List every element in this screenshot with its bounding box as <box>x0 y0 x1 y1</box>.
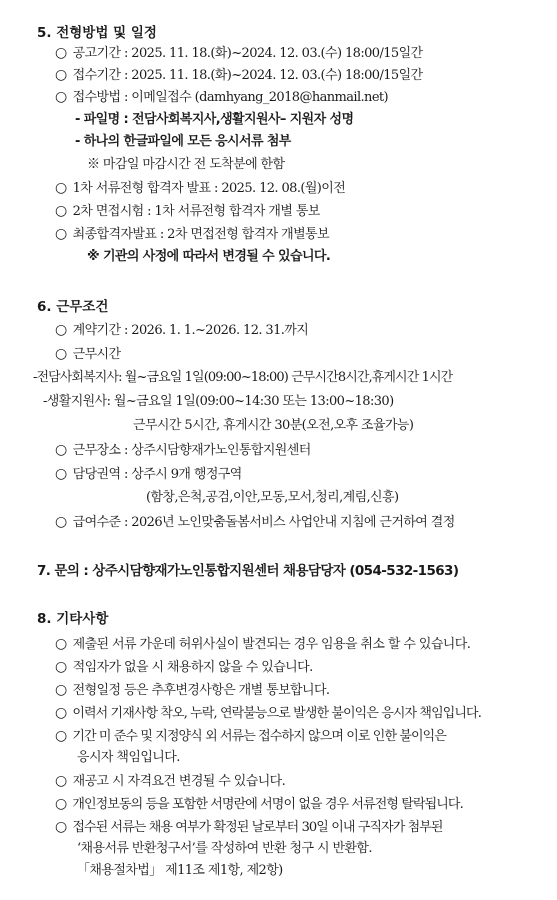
bullet-circle: ○ <box>55 89 67 105</box>
section-8-title: 8. 기타사항 <box>37 611 109 627</box>
contract-period: ○ 계약기간 : 2026. 1. 1.~2026. 12. 31.까지 <box>55 322 309 338</box>
final-result: ○ 최종합격자발표 : 2차 면접전형 합격자 개별통보 <box>55 226 329 242</box>
bullet-circle: ○ <box>55 796 67 812</box>
bullet-circle: ○ <box>55 67 67 83</box>
other-item-1: ○ 제출된 서류 가운데 허위사실이 발견되는 경우 임용을 취소 할 수 있습니다. <box>55 636 471 652</box>
bullet-circle: ○ <box>55 203 67 219</box>
other-item-4: ○ 이력서 기재사항 착오, 누락, 연락불능으로 발생한 불이익은 응시자 책임입니다. <box>55 705 481 721</box>
work-hours: ○ 근무시간 <box>55 346 121 362</box>
life-support-hours: -생활지원사: 월~금요일 1일(09:00~14:30 또는 13:00~18:30) <box>43 394 394 409</box>
deadline-note: ※ 마감일 마감시간 전 도착분에 한함 <box>87 157 285 172</box>
other-item-7: ○ 개인정보동의 등을 포함한 서명란에 서명이 없을 경우 서류전형 탈락됩니다. <box>55 796 463 812</box>
first-result: ○ 1차 서류전형 합격자 발표 : 2025. 12. 08.(월)이전 <box>55 180 346 196</box>
other-item-8-law: 「채용절차법」 제11조 제1항, 제2항) <box>77 863 283 878</box>
bullet-circle: ○ <box>55 819 67 835</box>
bullet-circle: ○ <box>55 636 67 652</box>
change-note: ※ 기관의 사정에 따라서 변경될 수 있습니다. <box>87 249 331 264</box>
bullet-circle: ○ <box>55 682 67 698</box>
social-worker-hours: -전담사회복지사: 월~금요일 1일(09:00~18:00) 근무시간8시간,휴게시간 1시간 <box>33 370 453 385</box>
bullet-circle: ○ <box>55 728 67 744</box>
bullet-circle: ○ <box>55 442 67 458</box>
other-item-8: ○ 접수된 서류는 채용 여부가 확정된 날로부터 30일 이내 구직자가 첨부된 <box>55 819 443 835</box>
section-6-title: 6. 근무조건 <box>37 299 109 315</box>
other-item-2: ○ 적임자가 없을 시 채용하지 않을 수 있습니다. <box>55 659 313 675</box>
bullet-circle: ○ <box>55 773 67 789</box>
file-name-rule: - 파일명 : 전담사회복지사,생활지원사– 지원자 성명 <box>75 112 354 127</box>
coverage-area-detail: (함창,은척,공검,이안,모동,모서,청리,계림,신흥) <box>146 490 399 505</box>
bullet-circle: ○ <box>55 659 67 675</box>
bullet-circle: ○ <box>55 45 67 61</box>
salary-level: ○ 급여수준 : 2026년 노인맞춤돌봄서비스 사업안내 지침에 근거하여 결정 <box>55 514 455 530</box>
interview: ○ 2차 면접시험 : 1차 서류전형 합격자 개별 통보 <box>55 203 320 219</box>
other-item-3: ○ 전형일정 등은 추후변경사항은 개별 통보합니다. <box>55 682 330 698</box>
single-file-rule: - 하나의 한글파일에 모든 응시서류 첨부 <box>75 134 291 149</box>
workplace: ○ 근무장소 : 상주시담향재가노인통합지원센터 <box>55 442 311 458</box>
other-item-8-cont: ‘채용서류 반환청구서’를 작성하여 반환 청구 시 반환함. <box>77 841 372 856</box>
life-support-hours-2: 근무시간 5시간, 휴게시간 30분(오전,오후 조율가능) <box>133 418 414 433</box>
bullet-circle: ○ <box>55 226 67 242</box>
section-5-title: 5. 전형방법 및 일정 <box>37 25 157 41</box>
bullet-circle: ○ <box>55 466 67 482</box>
bullet-circle: ○ <box>55 514 67 530</box>
bullet-circle: ○ <box>55 322 67 338</box>
other-item-5-cont: 응시자 책임입니다. <box>77 750 180 765</box>
bullet-circle: ○ <box>55 180 67 196</box>
bullet-circle: ○ <box>55 705 67 721</box>
receipt-period: ○ 접수기간 : 2025. 11. 18.(화)~2024. 12. 03.(수) 18:00/15일간 <box>55 67 423 83</box>
coverage-area: ○ 담당권역 : 상주시 9개 행정구역 <box>55 466 242 482</box>
other-item-5: ○ 기간 미 준수 및 지정양식 외 서류는 접수하지 않으며 이로 인한 불이익은 <box>55 728 446 744</box>
receipt-method: ○ 접수방법 : 이메일접수 (damhyang_2018@hanmail.net) <box>55 89 389 105</box>
other-item-6: ○ 재공고 시 자격요건 변경될 수 있습니다. <box>55 773 286 789</box>
bullet-circle: ○ <box>55 346 67 362</box>
notice-period: ○ 공고기간 : 2025. 11. 18.(화)~2024. 12. 03.(수) 18:00/15일간 <box>55 45 423 61</box>
section-7-contact: 7. 문의 : 상주시담향재가노인통합지원센터 채용담당자 (054-532-1563) <box>37 563 459 579</box>
